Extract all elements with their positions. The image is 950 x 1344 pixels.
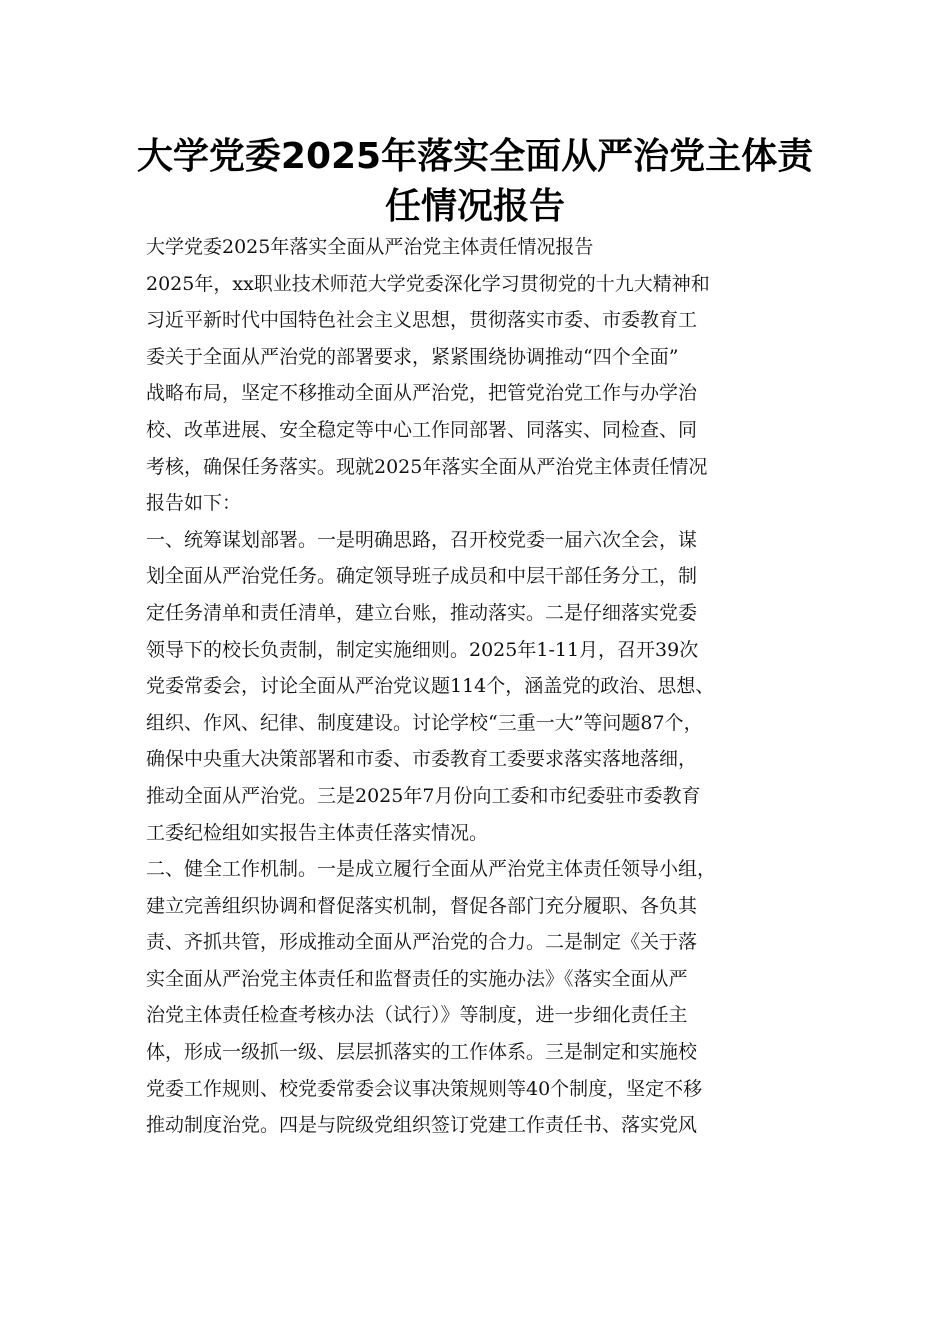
body-line: 领导下的校长负责制，制定实施细则。2025年1-11月，召开39次	[146, 638, 699, 661]
body-line: 一、统筹谋划部署。一是明确思路，召开校党委一届六次全会，谋	[146, 528, 698, 551]
body-line: 责、齐抓共管，形成推动全面从严治党的合力。二是制定《关于落	[146, 931, 698, 954]
body-line: 实全面从严治党主体责任和监督责任的实施办法》《落实全面从严	[146, 967, 688, 990]
body-line: 大学党委2025年落实全面从严治党主体责任情况报告	[146, 236, 594, 258]
body-line: 党委常委会，讨论全面从严治党议题114个，涵盖党的政治、思想、	[146, 675, 715, 698]
body-line: 体，形成一级抓一级、层层抓落实的工作体系。三是制定和实施校	[146, 1041, 698, 1064]
body-line: 委关于全面从严治党的部署要求，紧紧围绕协调推动“四个全面”	[146, 345, 679, 368]
body-line: 组织、作风、纪律、制度建设。讨论学校“三重一大”等问题87个，	[146, 711, 703, 734]
body-line: 确保中央重大决策部署和市委、市委教育工委要求落实落地落细，	[146, 748, 698, 771]
body-line: 考核，确保任务落实。现就2025年落实全面从严治党主体责任情况	[146, 455, 708, 478]
body-line: 建立完善组织协调和督促落实机制，督促各部门充分履职、各负其	[146, 894, 698, 917]
body-line: 习近平新时代中国特色社会主义思想，贯彻落实市委、市委教育工	[146, 309, 698, 332]
body-line: 报告如下：	[146, 492, 242, 515]
title-line-1: 大学党委2025年落实全面从严治党主体责	[136, 136, 814, 177]
body-line: 二、健全工作机制。一是成立履行全面从严治党主体责任领导小组，	[146, 858, 717, 881]
document-body	[146, 229, 826, 1144]
document-title	[120, 132, 830, 232]
body-line: 定任务清单和责任清单，建立台账，推动落实。二是仔细落实党委	[146, 601, 698, 624]
body-line: 党委工作规则、校党委常委会议事决策规则等40个制度，坚定不移	[146, 1077, 703, 1100]
body-line: 推动全面从严治党。三是2025年7月份向工委和市纪委驻市委教育	[146, 784, 701, 807]
body-line: 划全面从严治党任务。确定领导班子成员和中层干部任务分工，制	[146, 565, 698, 588]
title-line-2: 任情况报告	[384, 186, 565, 227]
body-line: 推动制度治党。四是与院级党组织签订党建工作责任书、落实党风	[146, 1114, 698, 1137]
body-line: 校、改革进展、安全稳定等中心工作同部署、同落实、同检查、同	[146, 418, 698, 441]
body-line: 工委纪检组如实报告主体责任落实情况。	[146, 821, 489, 844]
body-line: 治党主体责任检查考核办法（试行）》等制度，进一步细化责任主	[146, 1004, 688, 1027]
body-line: 2025年，xx职业技术师范大学党委深化学习贯彻党的十九大精神和	[146, 272, 710, 295]
body-line: 战略布局，坚定不移推动全面从严治党，把管党治党工作与办学治	[146, 382, 698, 405]
